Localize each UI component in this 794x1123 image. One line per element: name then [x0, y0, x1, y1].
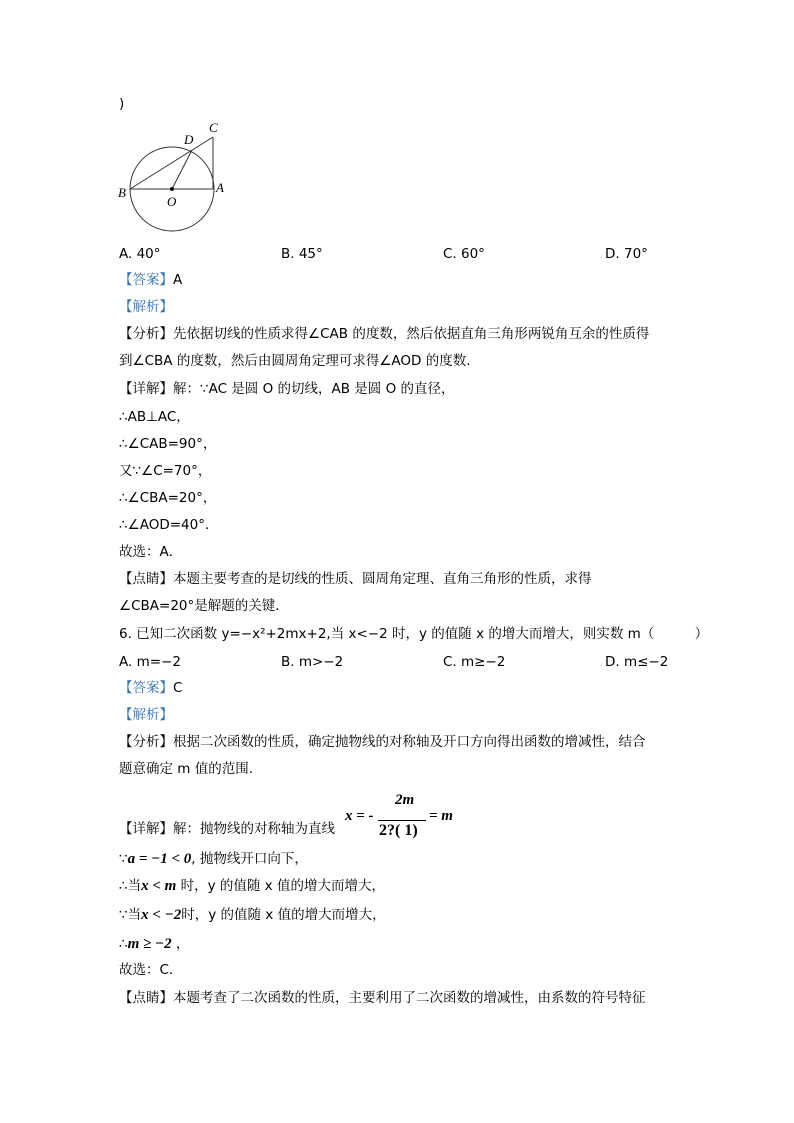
- q6-option-c: C. m≥−2: [443, 654, 506, 670]
- therefore-when: ∴当: [119, 878, 142, 894]
- label-d: D: [184, 132, 194, 147]
- answer-tag: 【答案】: [119, 680, 173, 696]
- math-x-lt-m: x < m: [141, 878, 177, 894]
- answer-tag: 【答案】: [119, 272, 173, 288]
- q6-fenxi-2: 题意确定 m 值的范围.: [119, 761, 254, 777]
- formula-rhs: = m: [429, 808, 453, 824]
- paren-close: ): [119, 96, 125, 112]
- q5-detail-6: ∴∠AOD=40°．: [119, 517, 219, 533]
- q6-line-3: [119, 906, 386, 924]
- q6-line-4: [119, 935, 189, 953]
- label-b: B: [118, 185, 126, 200]
- q5-option-b: B. 45°: [281, 246, 323, 262]
- line-text: 时，y 的值随 x 值的增大而增大，: [181, 907, 386, 923]
- therefore-symbol: ∴: [119, 936, 128, 952]
- line-text: ，: [171, 936, 190, 952]
- answer-value: C: [173, 680, 183, 696]
- q6-stem: 6. 已知二次函数 y=−x²+2mx+2,当 x<−2 时，y 的值随 x 的增大而增大，则实数 m（ ）: [119, 626, 709, 642]
- q6-option-b: B. m>−2: [281, 654, 344, 670]
- math-m-ge-neg2: m ≥ −2: [127, 936, 172, 952]
- because-when: ∵当: [119, 907, 142, 923]
- q6-detail-intro: 【详解】解：抛物线的对称轴为直线: [119, 821, 335, 837]
- point-o: [170, 187, 174, 191]
- q5-dianjing-2: ∠CBA=20°是解题的关键．: [119, 598, 289, 614]
- q5-detail-4: 又∵∠C=70°，: [119, 463, 212, 479]
- line-text: 时，y 的值随 x 值的增大而增大，: [176, 878, 385, 894]
- q5-choose: 故选：A．: [119, 544, 183, 560]
- math-x-lt-neg2: x < −2: [141, 907, 182, 923]
- q5-answer: [119, 271, 182, 289]
- math-a-lt-0: a = −1 < 0: [127, 851, 192, 867]
- line-text: , 抛物线开口向下，: [191, 851, 308, 867]
- q6-choose: 故选：C．: [119, 962, 183, 978]
- formula-lhs: x = -: [345, 808, 374, 824]
- q5-dianjing-1: 【点睛】本题主要考查的是切线的性质、圆周角定理、直角三角形的性质，求得: [119, 571, 592, 587]
- label-c: C: [209, 120, 218, 135]
- q6-answer: [119, 679, 182, 697]
- q6-fenxi-1: 【分析】根据二次函数的性质，确定抛物线的对称轴及开口方向得出函数的增减性，结合: [119, 734, 646, 750]
- label-a: A: [216, 180, 224, 195]
- q5-option-a: A. 40°: [119, 246, 161, 262]
- formula-numerator: 2m: [395, 792, 415, 808]
- because-symbol: ∵: [119, 851, 128, 867]
- q5-fenxi-2: 到∠CBA 的度数，然后由圆周角定理可求得∠AOD 的度数.: [119, 353, 471, 369]
- q5-detail-1: 【详解】解：∵AC 是圆 O 的切线，AB 是圆 O 的直径，: [119, 381, 455, 397]
- q5-detail-2: ∴AB⊥AC，: [119, 409, 190, 425]
- label-o: O: [167, 194, 177, 209]
- answer-value: A: [173, 272, 183, 288]
- q6-line-2: [119, 877, 385, 895]
- q5-option-d: D. 70°: [605, 246, 648, 262]
- q6-dianjing: 【点睛】本题考查了二次函数的性质，主要利用了二次函数的增减性，由系数的符号特征: [119, 990, 646, 1006]
- q6-analysis-tag: 【解析】: [119, 707, 173, 723]
- q5-fenxi-1: 【分析】先依据切线的性质求得∠CAB 的度数，然后依据直角三角形两锐角互余的性质得: [119, 326, 650, 342]
- fraction-bar: [378, 820, 426, 821]
- q6-option-a: A. m=−2: [119, 654, 181, 670]
- segment-bc: [130, 137, 213, 189]
- q5-detail-5: ∴∠CBA=20°，: [119, 490, 217, 506]
- formula-denominator: 2?( 1): [379, 822, 418, 839]
- q6-option-d: D. m≤−2: [605, 654, 669, 670]
- q5-analysis-tag: 【解析】: [119, 299, 173, 315]
- q5-detail-3: ∴∠CAB=90°，: [119, 436, 217, 452]
- q5-option-c: C. 60°: [443, 246, 485, 262]
- circle-tangent-figure: [110, 115, 240, 245]
- q6-line-1: [119, 850, 308, 868]
